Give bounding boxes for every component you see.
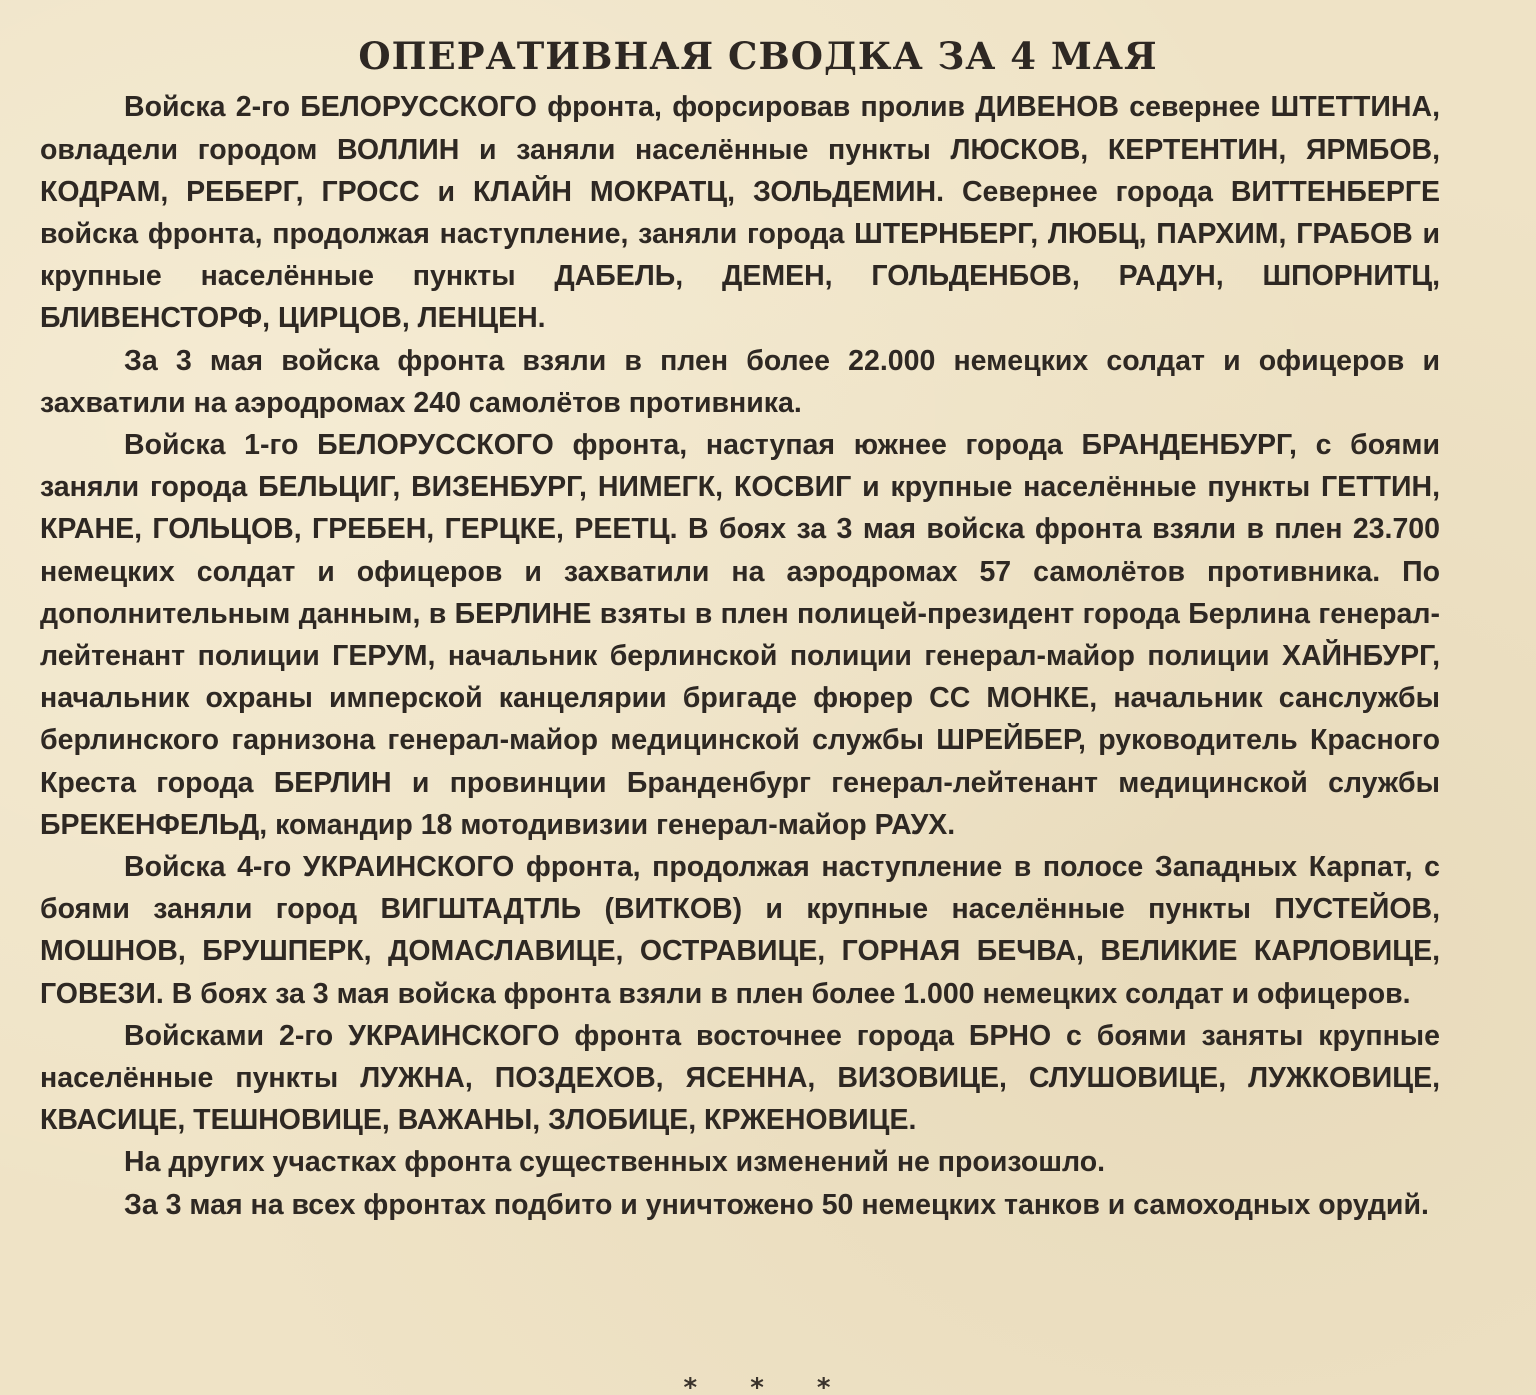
newspaper-page bbox=[40, 28, 1440, 1388]
paragraph-5: Войсками 2-го УКРАИНСКОГО фронта восточнее города БРНО с боями заняты крупные населённые пункты ЛУЖНА, ПОЗДЕХОВ, ЯСЕННА, ВИЗОВИЦЕ, СЛУШОВИЦЕ, ЛУЖКОВИЦЕ, КВАСИЦЕ, ТЕШНОВИЦЕ, ВАЖАНЫ, ЗЛОБИЦЕ, КРЖЕНОВИЦЕ. bbox=[40, 1019, 1440, 1137]
paragraph-3: Войска 1-го БЕЛОРУССКОГО фронта, наступая южнее города БРАНДЕНБУРГ, с боями заняли города БЕЛЬЦИГ, ВИЗЕНБУРГ, НИМЕГК, КОСВИГ и крупные населённые пункты ГЕТТИН, КРАНЕ, ГОЛЬЦОВ, ГРЕБЕН, ГЕРЦКЕ, РЕЕТЦ. В боях за 3 мая войска фронта взяли в плен 23.700 немецких солдат и офицеров и захватили на аэродромах 57 самолётов противника. По дополнительным данным, в БЕРЛИНЕ взяты в плен полицей-президент города Берлина генерал-лейтенант полиции ГЕРУМ, начальник берлинской полиции генерал-майор полиции ХАЙНБУРГ, начальник охраны имперской канцелярии бригаде фюрер СС МОНКЕ, начальник санслужбы берлинского гарнизона генерал-майор медицинской службы ШРЕЙБЕР, руководитель Красного Креста города БЕРЛИН и провинции Бранденбург генерал-лейтенант медицинской службы БРЕКЕНФЕЛЬД, командир 18 мотодивизии генерал-майор РАУХ. bbox=[40, 429, 1440, 841]
section-separator: * * * bbox=[683, 1373, 853, 1395]
paragraph-4: Войска 4-го УКРАИНСКОГО фронта, продолжая наступление в полосе Западных Карпат, с боями заняли город ВИГШТАДТЛЬ (ВИТКОВ) и крупные населённые пункты ПУСТЕЙОВ, МОШНОВ, БРУШПЕРК, ДОМАСЛАВИЦЕ, ОСТРАВИЦЕ, ГОРНАЯ БЕЧВА, ВЕЛИКИЕ КАРЛОВИЦЕ, ГОВЕЗИ. В боях за 3 мая войска фронта взяли в плен более 1.000 немецких солдат и офицеров. bbox=[40, 851, 1440, 1010]
report-body bbox=[40, 86, 1440, 1225]
paragraph-7: За 3 мая на всех фронтах подбито и уничтожено 50 немецких танков и самоходных орудий. bbox=[124, 1188, 1429, 1221]
paragraph-2: За 3 мая войска фронта взяли в плен более 22.000 немецких солдат и офицеров и захватили на аэродромах 240 самолётов противника. bbox=[40, 344, 1440, 419]
paragraph-1: Войска 2-го БЕЛОРУССКОГО фронта, форсировав пролив ДИВЕНОВ севернее ШТЕТТИНА, овладели городом ВОЛЛИН и заняли населённые пункты ЛЮСКОВ, КЕРТЕНТИН, ЯРМБОВ, КОДРАМ, РЕБЕРГ, ГРОСС и КЛАЙН МОКРАТЦ, ЗОЛЬДЕМИН. Севернее города ВИТТЕНБЕРГЕ войска фронта, продолжая наступление, заняли города ШТЕРНБЕРГ, ЛЮБЦ, ПАРХИМ, ГРАБОВ и крупные населённые пункты ДАБЕЛЬ, ДЕМЕН, ГОЛЬДЕНБОВ, РАДУН, ШПОРНИТЦ, БЛИВЕНСТОРФ, ЦИРЦОВ, ЛЕНЦЕН. bbox=[40, 91, 1440, 335]
page-title: ОПЕРАТИВНАЯ СВОДКА ЗА 4 МАЯ bbox=[358, 34, 1158, 78]
paragraph-6: На других участках фронта существенных изменений не произошло. bbox=[124, 1146, 1106, 1179]
